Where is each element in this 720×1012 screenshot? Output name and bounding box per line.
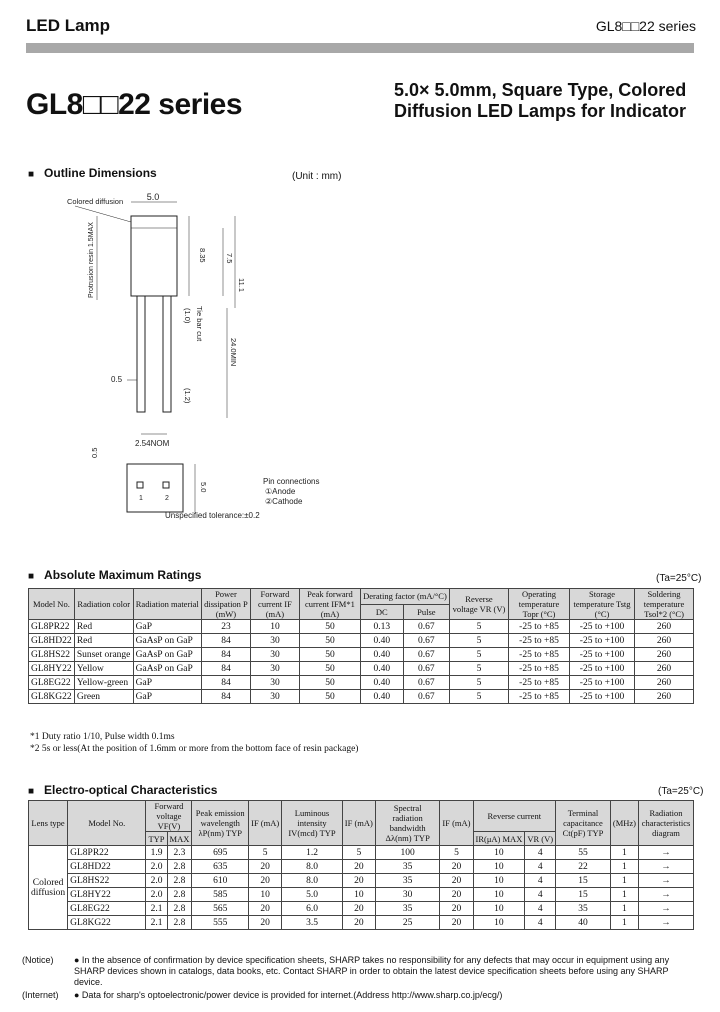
th-typ: TYP [146,832,167,846]
table-cell: 1.9 [146,846,167,860]
table-cell: 20 [342,860,375,874]
arrow-right-icon: → [639,846,694,860]
table-cell: -25 to +100 [570,676,635,690]
table-cell: GL8HD22 [68,860,146,874]
table-cell: 20 [342,874,375,888]
table-cell: 84 [201,648,250,662]
table-cell: 35 [375,902,440,916]
table-cell: 0.40 [360,662,403,676]
th-model: Model No. [29,589,75,620]
th-bandwidth: Spectral radiation bandwidth Δλ(nm) TYP [375,801,440,846]
table-cell: 50 [299,690,360,704]
table-cell: -25 to +85 [509,676,570,690]
arrow-right-icon: → [639,888,694,902]
table-cell: 0.40 [360,690,403,704]
page-title: GL8□□22 series [26,88,243,121]
table-cell: GL8HY22 [29,662,75,676]
table-cell: GL8KG22 [29,690,75,704]
th-if1: IF (mA) [249,801,282,846]
table-cell: GaAsP on GaP [133,634,201,648]
dim-bottom-50: 5.0 [199,482,208,493]
electro-section-title [28,783,217,797]
table-cell: -25 to +85 [509,662,570,676]
pin-connections-title: Pin connections [263,477,320,486]
table-cell: 20 [249,916,282,930]
label-protrusion: Protrusion resin 1.5MAX [88,222,95,298]
electro-title-text: Electro-optical Characteristics [44,783,218,797]
pin1-pad [137,482,143,488]
table-row [29,620,694,634]
header-series: GL8□□22 series [595,18,696,34]
table-cell: 1 [610,916,638,930]
table-cell: 10 [250,620,299,634]
dim-bottom-05: 0.5 [90,447,99,458]
arrow-right-icon: → [639,874,694,888]
table-cell: 4 [525,916,556,930]
table-row [29,690,694,704]
table-cell: GL8HD22 [29,634,75,648]
notice-text: ● In the absence of confirmation by device specification sheets, SHARP takes no responsibility for any defects that may occur in equipment using any SHARP devices shown in catalogs, data books, etc. Contact SHARP in order to obtain the latest device specification sheets before using any SHARP device. [74,955,670,987]
table-cell: 0.67 [403,676,449,690]
table-cell: 30 [250,648,299,662]
table-row [29,676,694,690]
th-material: Radiation material [133,589,201,620]
notice-label: (Notice) [22,955,54,965]
table-cell: 30 [250,676,299,690]
dim-pitch: 2.54NOM [135,439,170,448]
pin1-label: 1 [139,495,143,502]
lead-left [137,296,145,412]
table-row [29,902,694,916]
th-mhz: (MHz) [610,801,638,846]
table-cell: 0.40 [360,676,403,690]
table-cell: 260 [635,690,694,704]
table-row [29,846,694,860]
lead-right [163,296,171,412]
th-rev-current: Reverse current [473,801,556,832]
tolerance-note: Unspecified tolerance:±0.2 [165,511,260,520]
dim-width: 5.0 [146,192,160,202]
table-cell: 5.0 [282,888,343,902]
table-cell: 5 [450,634,509,648]
table-cell: GaP [133,676,201,690]
table-cell: 0.40 [360,648,403,662]
table-cell: 260 [635,662,694,676]
table-cell: 585 [192,888,249,902]
table-cell: 30 [375,888,440,902]
table-row [29,648,694,662]
table-row [29,874,694,888]
table-cell: GaAsP on GaP [133,662,201,676]
table-cell: 5 [342,846,375,860]
table-cell: 4 [525,874,556,888]
arrow-right-icon: → [639,902,694,916]
page-subtitle: 5.0× 5.0mm, Square Type, Colored Diffusion LED Lamps for Indicator [394,80,687,121]
table-cell: -25 to +100 [570,620,635,634]
table-cell: -25 to +100 [570,634,635,648]
table-cell: 0.67 [403,634,449,648]
table-cell: 2.0 [146,888,167,902]
table-cell: 15 [556,888,611,902]
arrow-right-icon: → [639,860,694,874]
table-cell: 20 [440,860,473,874]
dim-12: (1.2) [183,388,192,404]
table-cell: 2.0 [146,874,167,888]
label-colored-diffusion: Colored diffusion [67,197,124,206]
table-cell: 5 [450,662,509,676]
table-cell: 260 [635,648,694,662]
outline-drawing [55,188,355,528]
absmax-title-text: Absolute Maximum Ratings [44,568,202,582]
table-cell: 20 [440,916,473,930]
th-vr: VR (V) [525,832,556,846]
lens-type-cell: Colored diffusion [29,846,68,930]
table-cell: GL8HS22 [29,648,75,662]
table-cell: 1 [610,888,638,902]
table-cell: 565 [192,902,249,916]
absmax-table [28,588,694,704]
pin-anode: ①Anode [265,487,296,496]
outline-section-title [28,166,157,180]
table-cell: GL8EG22 [29,676,75,690]
table-cell: 5 [450,690,509,704]
table-cell: 8.0 [282,860,343,874]
table-cell: 10 [473,888,525,902]
table-cell: -25 to +100 [570,662,635,676]
table-cell: 555 [192,916,249,930]
table-cell: 30 [250,662,299,676]
table-cell: 10 [473,860,525,874]
dim-111: 11.1 [237,278,246,293]
outline-title-text: Outline Dimensions [44,166,157,180]
table-cell: GL8KG22 [68,916,146,930]
table-cell: GaP [133,690,201,704]
table-row [29,860,694,874]
table-cell: 635 [192,860,249,874]
table-cell: 2.1 [146,916,167,930]
dim-10: (1.0) [183,308,192,324]
th-if3: IF (mA) [440,801,473,846]
header-category: LED Lamp [26,16,111,35]
table-cell: 50 [299,620,360,634]
table-cell: 20 [342,902,375,916]
table-cell: 30 [250,690,299,704]
th-ir: IR(μA) MAX [473,832,525,846]
pin2-pad [163,482,169,488]
table-cell: -25 to +100 [570,648,635,662]
table-cell: 35 [556,902,611,916]
notice-block [22,955,698,1001]
table-cell: 1 [610,860,638,874]
th-peak-wl: Peak emission wavelength λP(nm) TYP [192,801,249,846]
table-cell: 0.67 [403,690,449,704]
table-cell: 10 [473,846,525,860]
table-cell: 0.67 [403,620,449,634]
table-cell: GL8HY22 [68,888,146,902]
table-cell: 3.5 [282,916,343,930]
table-cell: 50 [299,648,360,662]
table-cell: 8.0 [282,874,343,888]
table-cell: 5 [450,620,509,634]
table-cell: 2.8 [167,916,192,930]
absmax-notes [30,731,358,755]
dim-24: 24.0MIN [229,338,238,367]
table-cell: 610 [192,874,249,888]
table-cell: 35 [375,860,440,874]
table-cell: GL8PR22 [68,846,146,860]
table-cell: 15 [556,874,611,888]
table-cell: Yellow-green [74,676,133,690]
table-cell: 2.1 [146,902,167,916]
th-reverse-voltage: Reverse voltage VR (V) [450,589,509,620]
table-cell: 2.8 [167,874,192,888]
section-bullet-icon: ■ [28,571,35,582]
table-cell: 40 [556,916,611,930]
table-cell: 50 [299,634,360,648]
table-cell: 20 [342,916,375,930]
th-fwd-voltage: Forward voltage VF(V) [146,801,192,832]
table-cell: Red [74,620,133,634]
header-bar [26,43,694,53]
th-operating-temp: Operating temperature Topr (°C) [509,589,570,620]
table-cell: 0.67 [403,662,449,676]
notice-row [22,955,698,988]
leader-diffusion [75,206,131,222]
th-color: Radiation color [74,589,133,620]
table-cell: -25 to +85 [509,690,570,704]
th-luminous: Luminous intensity IV(mcd) TYP [282,801,343,846]
table-cell: 260 [635,634,694,648]
section-bullet-icon: ■ [28,169,35,180]
table-row [29,634,694,648]
table-cell: Green [74,690,133,704]
electro-condition: (Ta=25°C) [658,786,704,797]
electro-table [28,800,694,930]
table-cell: 35 [375,874,440,888]
table-cell: 10 [473,902,525,916]
table-cell: 1.2 [282,846,343,860]
table-cell: 2.8 [167,888,192,902]
table-cell: 10 [473,874,525,888]
internet-label: (Internet) [22,990,59,1000]
th-derating: Derating factor (mA/°C) [360,589,449,605]
table-cell: 20 [440,902,473,916]
table-cell: 23 [201,620,250,634]
table-cell: 5 [249,846,282,860]
table-cell: Yellow [74,662,133,676]
table-cell: 20 [440,888,473,902]
table-cell: 50 [299,676,360,690]
table-cell: 4 [525,888,556,902]
absmax-condition: (Ta=25°C) [656,573,702,584]
table-cell: 1 [610,846,638,860]
table-cell: GL8EG22 [68,902,146,916]
table-cell: Red [74,634,133,648]
dim-75: 7.5 [225,253,234,264]
th-max: MAX [167,832,192,846]
table-cell: -25 to +100 [570,690,635,704]
table-row [29,662,694,676]
table-cell: 260 [635,676,694,690]
th-pulse: Pulse [403,604,449,620]
table-cell: 4 [525,846,556,860]
absmax-section-title [28,568,201,582]
table-cell: -25 to +85 [509,620,570,634]
table-cell: 2.8 [167,902,192,916]
table-cell: 0.40 [360,634,403,648]
internet-text: ● Data for sharp's optoelectronic/power device is provided for internet.(Address http://www.sharp.co.jp/ecg/) [74,990,503,1000]
label-tie-bar: Tie bar cut [195,306,204,342]
th-peak-current: Peak forward current IFM*1 (mA) [299,589,360,620]
table-row [29,916,694,930]
th-power: Power dissipation P (mW) [201,589,250,620]
table-cell: 4 [525,902,556,916]
internet-row [22,990,698,1001]
th-storage-temp: Storage temperature Tstg (°C) [570,589,635,620]
table-cell: 100 [375,846,440,860]
table-cell: 10 [249,888,282,902]
outline-unit: (Unit : mm) [292,171,342,182]
table-cell: 5 [440,846,473,860]
table-cell: 84 [201,690,250,704]
table-row [29,888,694,902]
table-cell: 25 [375,916,440,930]
table-cell: 695 [192,846,249,860]
table-cell: GaP [133,620,201,634]
pin-cathode: ②Cathode [265,497,303,506]
table-cell: 20 [249,874,282,888]
table-cell: 20 [249,902,282,916]
table-cell: 20 [440,874,473,888]
table-cell: 30 [250,634,299,648]
th-fwd-current: Forward current IF (mA) [250,589,299,620]
table-cell: 10 [473,916,525,930]
table-cell: 50 [299,662,360,676]
table-cell: 5 [450,676,509,690]
th-radiation: Radiation characteristics diagram [639,801,694,846]
bottom-view-body [127,464,183,512]
table-cell: 20 [249,860,282,874]
table-cell: -25 to +85 [509,634,570,648]
table-cell: 84 [201,634,250,648]
pin2-label: 2 [165,495,169,502]
table-cell: -25 to +85 [509,648,570,662]
table-cell: 10 [342,888,375,902]
table-cell: 0.13 [360,620,403,634]
table-cell: 2.8 [167,860,192,874]
table-cell: 2.3 [167,846,192,860]
th-lens: Lens type [29,801,68,846]
table-cell: 6.0 [282,902,343,916]
arrow-right-icon: → [639,916,694,930]
table-cell: 0.67 [403,648,449,662]
table-cell: 22 [556,860,611,874]
table-cell: GL8HS22 [68,874,146,888]
th-model: Model No. [68,801,146,846]
dim-lead: 0.5 [111,375,123,384]
th-if2: IF (mA) [342,801,375,846]
section-bullet-icon: ■ [28,786,35,797]
table-cell: 84 [201,662,250,676]
table-cell: GL8PR22 [29,620,75,634]
table-cell: 5 [450,648,509,662]
note-2: *2 5s or less(At the position of 1.6mm or more from the bottom face of resin package) [30,744,359,754]
table-cell: GaAsP on GaP [133,648,201,662]
table-cell: 84 [201,676,250,690]
table-cell: Sunset orange [74,648,133,662]
table-cell: 4 [525,860,556,874]
th-capacitance: Terminal capacitance Ct(pF) TYP [556,801,611,846]
note-1: *1 Duty ratio 1/10, Pulse width 0.1ms [30,732,175,742]
table-cell: 1 [610,902,638,916]
table-cell: 2.0 [146,860,167,874]
th-solder-temp: Soldering temperature Tsol*2 (°C) [635,589,694,620]
table-cell: 55 [556,846,611,860]
th-dc: DC [360,604,403,620]
table-cell: 1 [610,874,638,888]
table-cell: 260 [635,620,694,634]
dim-835: 8.35 [198,248,207,263]
